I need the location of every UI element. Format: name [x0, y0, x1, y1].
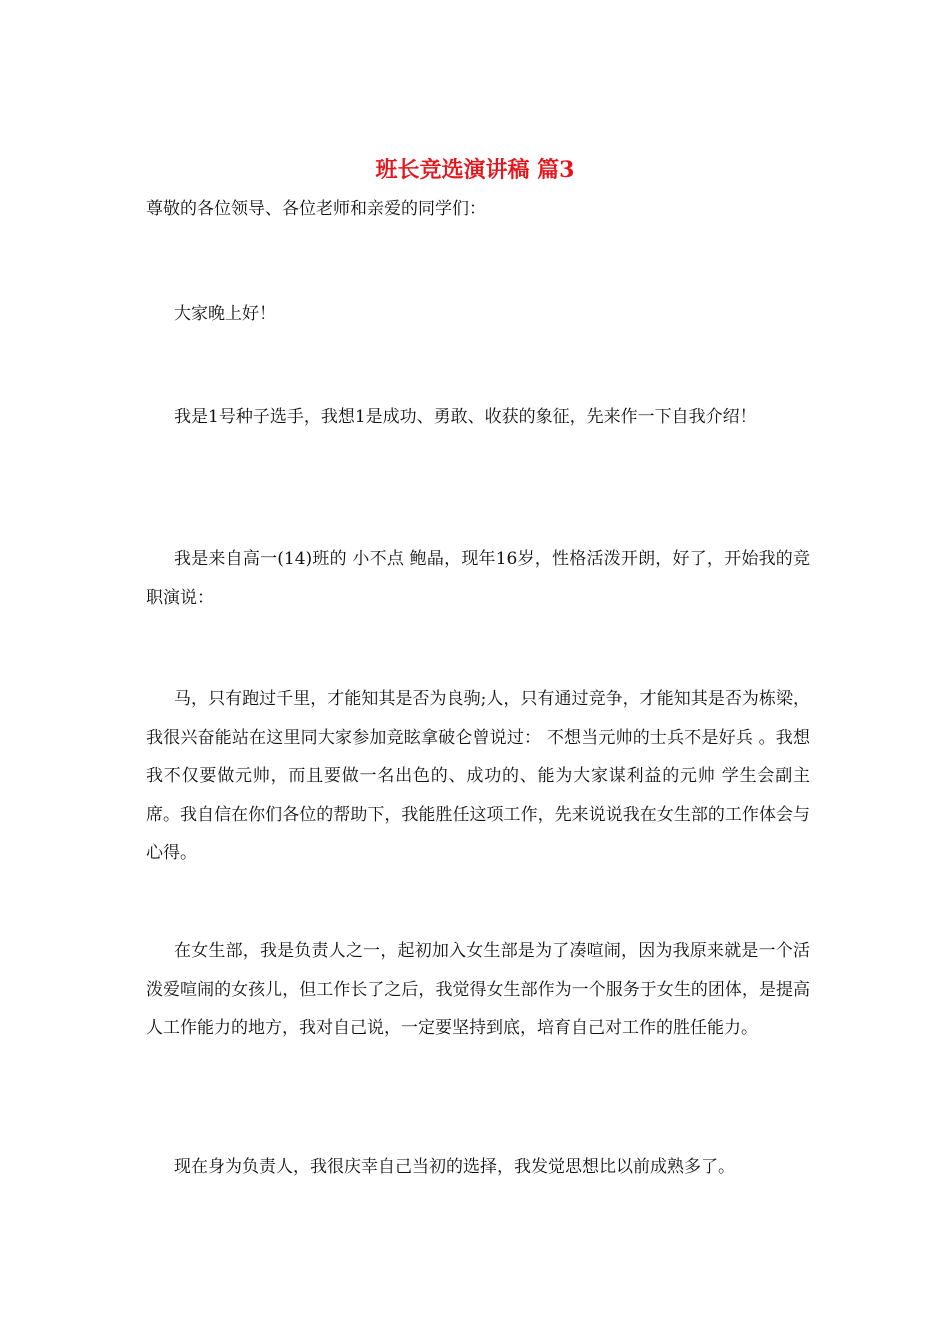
- paragraph-current-role: 现在身为负责人，我很庆幸自己当初的选择，我发觉思想比以前成熟多了。: [174, 1157, 735, 1177]
- paragraph-greeting: 大家晚上好！: [174, 304, 276, 324]
- salutation: 尊敬的各位领导、各位老师和亲爱的同学们：: [146, 199, 486, 219]
- paragraph-background: 我是来自高一(14)班的 小不点 鲍晶，现年16岁，性格活泼开朗，好了，开始我的竞职演说：: [146, 549, 810, 608]
- paragraph-self-intro: 我是1号种子选手，我想1是成功、勇敢、收获的象征，先来作一下自我介绍！: [174, 407, 757, 427]
- paragraph-girls-department: 在女生部，我是负责人之一，起初加入女生部是为了凑喧闹，因为我原来就是一个活泼爱喧闹的女孩儿，但工作长了之后，我觉得女生部作为一个服务于女生的团体，是提高人工作能力的地方，我对自己说，一定要坚持到底，培育自己对工作的胜任能力。: [146, 941, 810, 1038]
- paragraph-competition: 马，只有跑过千里，才能知其是否为良驹;人，只有通过竞争，才能知其是否为栋梁，我很兴奋能站在这里同大家参加竞眩拿破仑曾说过： 不想当元帅的士兵不是好兵 。我想我不仅要做元帅，而且要做一名出色的、成功的、能为大家谋利益的元帅 学生会副主席。我自信在你们各位的帮助下，我能胜任这项工作，先来说说我在女生部的工作体会与心得。: [146, 689, 810, 863]
- document-title: 班长竞选演讲稿 篇3: [375, 157, 575, 183]
